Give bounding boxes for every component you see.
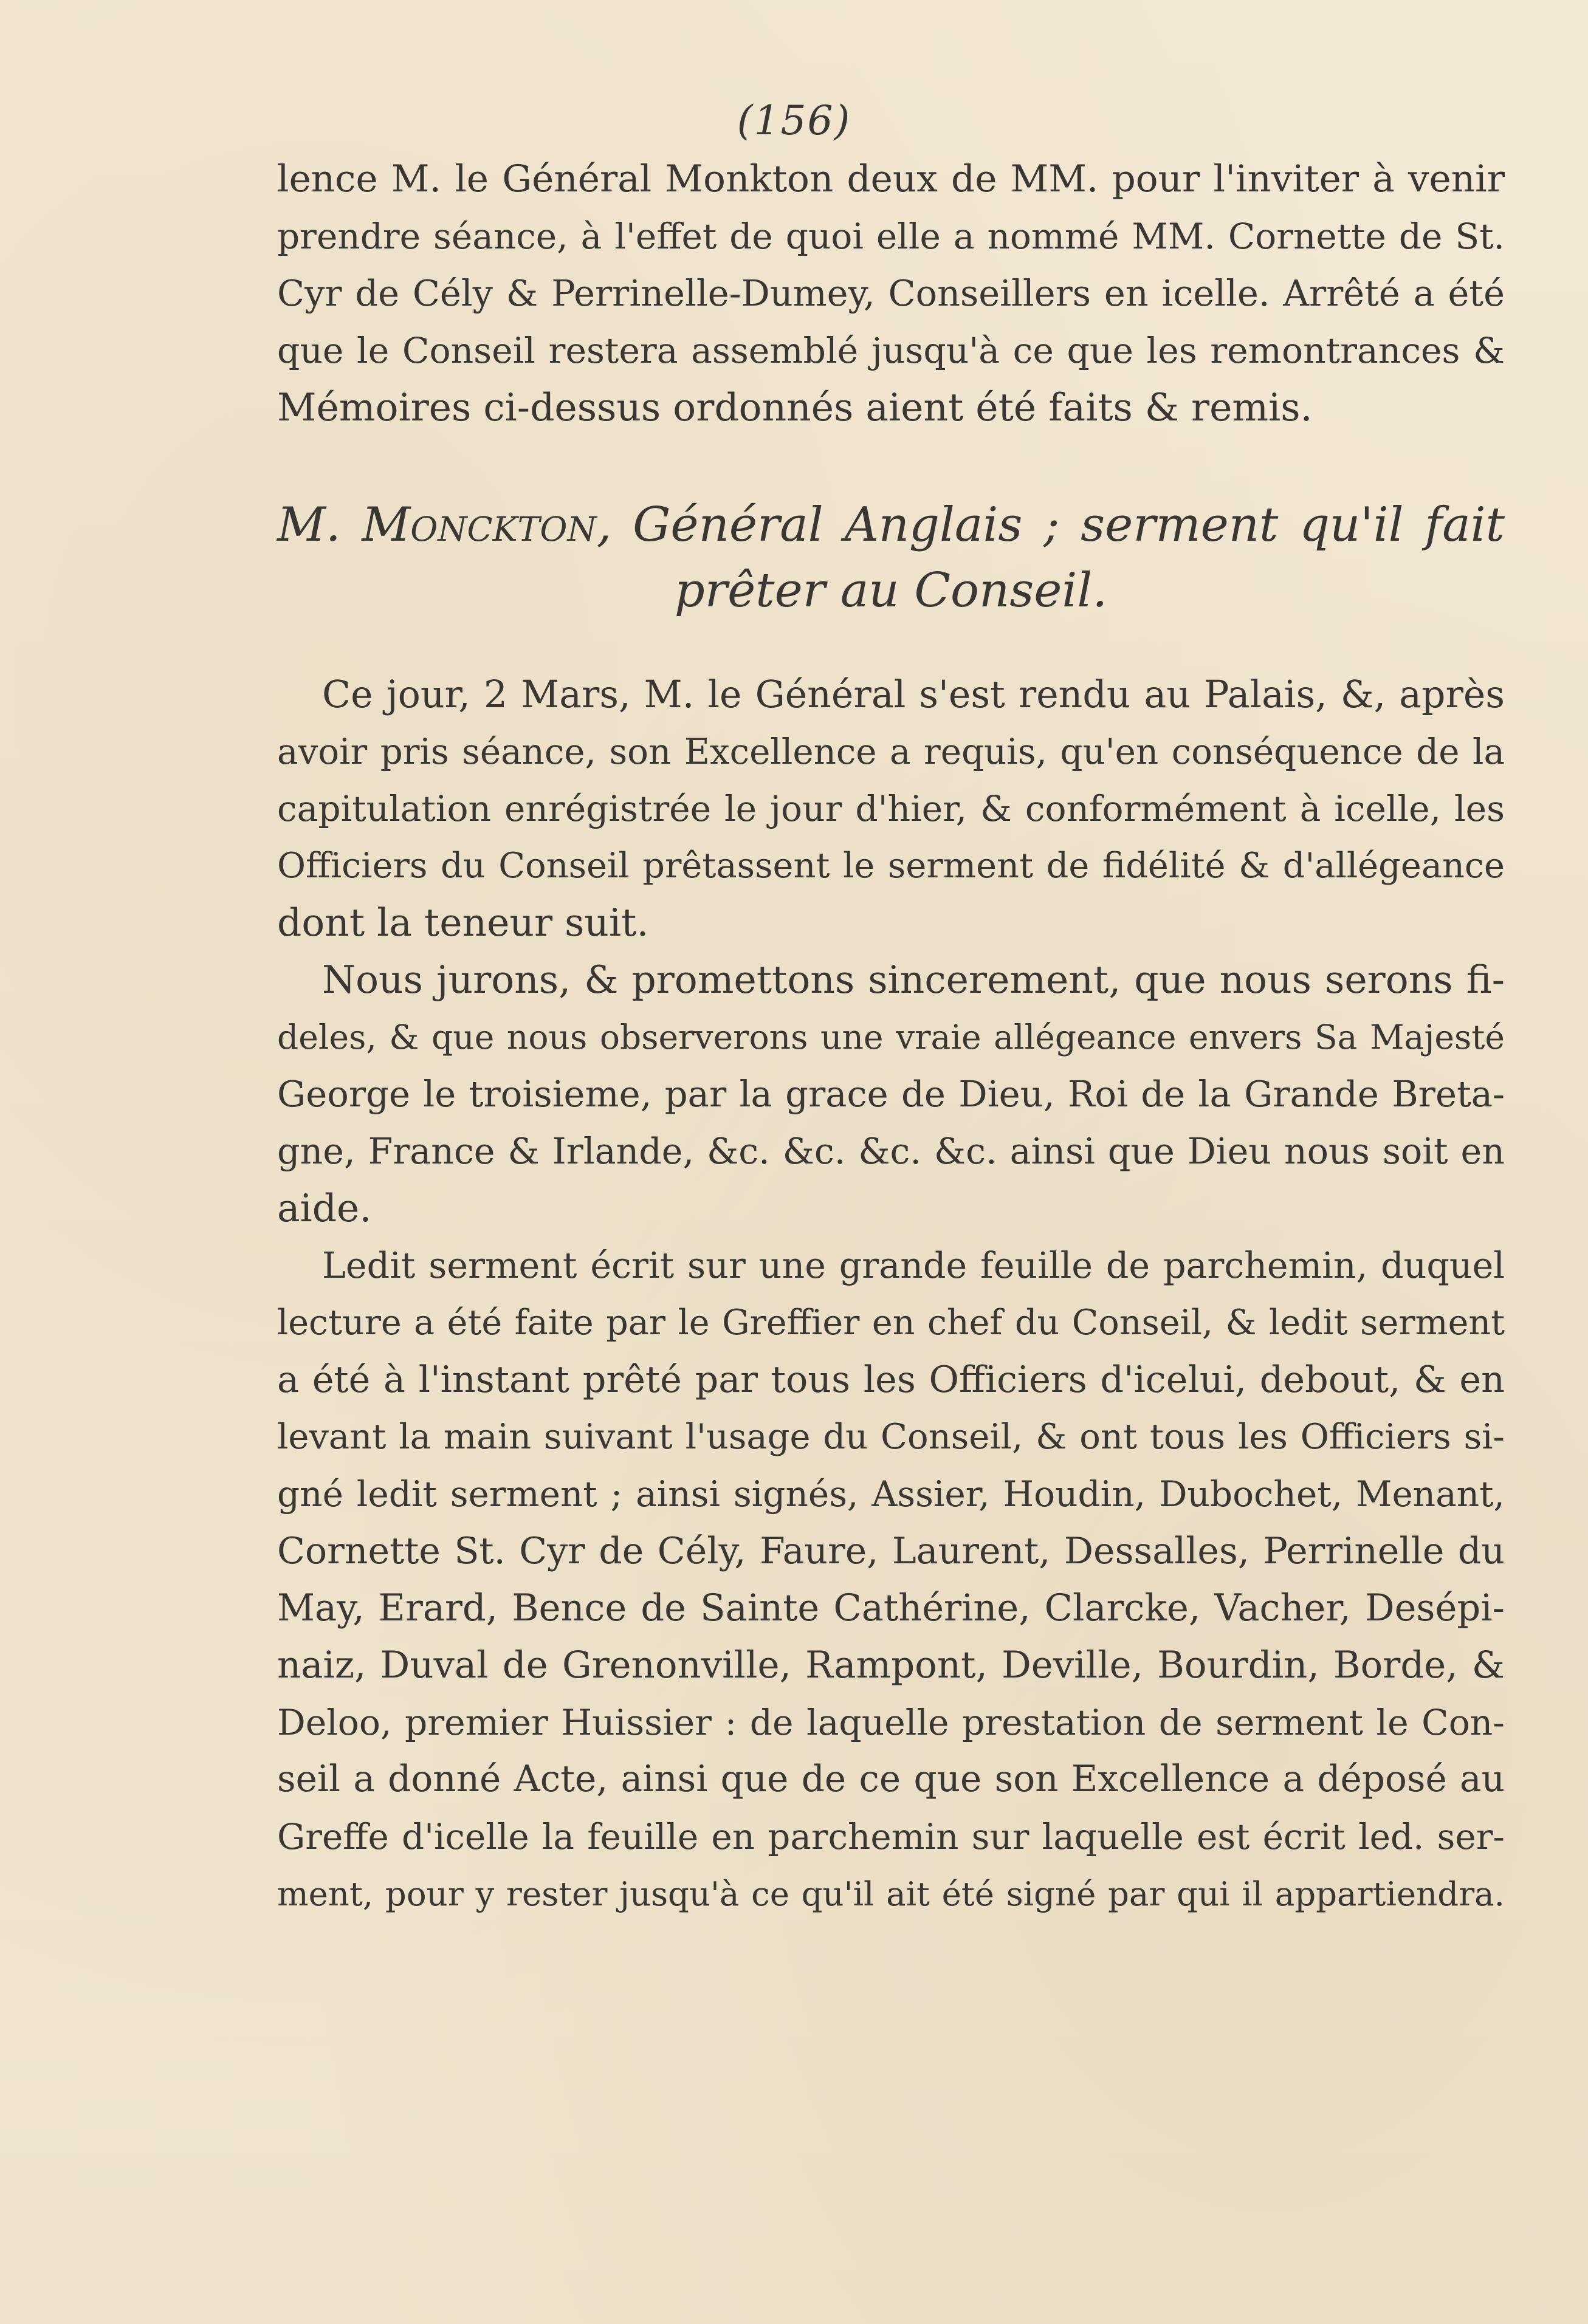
paragraph-1 xyxy=(277,666,1505,951)
heading-line-1 xyxy=(277,492,1505,558)
text-line: dont la teneur suit. xyxy=(277,900,649,945)
heading-name: Monckton xyxy=(362,498,597,552)
text-line: Nous jurons, & promettons sincerement, que nous serons fi- xyxy=(322,958,1505,1002)
page-number: (156) xyxy=(737,97,851,144)
text-line: Ce jour, 2 Mars, M. le Général s'est rendu au Palais, &, après xyxy=(322,673,1505,716)
text-line: lence M. le Général Monkton deux de MM. pour l'inviter à venir xyxy=(277,157,1505,201)
text-line: a été à l'instant prêté par tous les Officiers d'icelui, debout, & en xyxy=(277,1359,1505,1401)
text-line: lecture a été faite par le Greffier en chef du Conseil, & ledit serment xyxy=(277,1303,1505,1343)
text-line: May, Erard, Bence de Sainte Cathérine, Clarcke, Vacher, Desépi- xyxy=(277,1587,1505,1630)
paragraph-2 xyxy=(277,951,1505,1237)
heading-line-2: prêter au Conseil. xyxy=(674,563,1108,618)
text-line: prendre séance, à l'effet de quoi elle a nommé MM. Cornette de St. xyxy=(277,216,1505,257)
text-line: gné ledit serment ; ainsi signés, Assier, Houdin, Dubochet, Menant, xyxy=(277,1473,1505,1515)
text-line: aide. xyxy=(277,1186,372,1230)
heading-rest: , Général Anglais ; serment qu'il fait xyxy=(596,498,1505,552)
text-line: que le Conseil restera assemblé jusqu'à ce que les remontrances & xyxy=(277,330,1505,371)
text-line: Ledit serment écrit sur une grande feuille de parchemin, duquel xyxy=(322,1245,1505,1286)
text-line: gne, France & Irlande, &c. &c. &c. &c. ainsi que Dieu nous soit en xyxy=(277,1131,1505,1172)
text-line: Greffe d'icelle la feuille en parchemin sur laquelle est écrit led. ser- xyxy=(277,1816,1505,1857)
paragraph-3 xyxy=(277,1237,1505,1922)
text-line: seil a donné Acte, ainsi que de ce que son Excellence a déposé au xyxy=(277,1758,1505,1800)
intro-paragraph xyxy=(277,151,1505,436)
text-line: Cornette St. Cyr de Cély, Faure, Laurent, Dessalles, Perrinelle du xyxy=(277,1530,1505,1572)
text-line: avoir pris séance, son Excellence a requis, qu'en conséquence de la xyxy=(277,731,1505,772)
text-line: George le troisieme, par la grace de Dieu, Roi de la Grande Breta- xyxy=(277,1073,1505,1115)
text-line: naiz, Duval de Grenonville, Rampont, Deville, Bourdin, Borde, & xyxy=(277,1644,1505,1687)
text-line: deles, & que nous observerons une vraie allégeance envers Sa Majesté xyxy=(277,1018,1505,1057)
text-line: Deloo, premier Huissier : de laquelle prestation de serment le Con- xyxy=(277,1702,1505,1743)
section-heading xyxy=(277,492,1505,623)
text-line: ment, pour y rester jusqu'à ce qu'il ait été signé par qui il appartiendra. xyxy=(277,1874,1505,1913)
heading-prefix: M. xyxy=(277,498,362,552)
text-line: Officiers du Conseil prêtassent le serment de fidélité & d'allégeance xyxy=(277,845,1505,886)
text-line: Cyr de Cély & Perrinelle-Dumey, Conseillers en icelle. Arrêté a été xyxy=(277,272,1505,314)
text-line: capitulation enrégistrée le jour d'hier, & conformément à icelle, les xyxy=(277,788,1505,829)
text-line: Mémoires ci-dessus ordonnés aient été faits & remis. xyxy=(277,385,1313,430)
text-line: levant la main suivant l'usage du Conseil, & ont tous les Officiers si- xyxy=(277,1416,1505,1457)
